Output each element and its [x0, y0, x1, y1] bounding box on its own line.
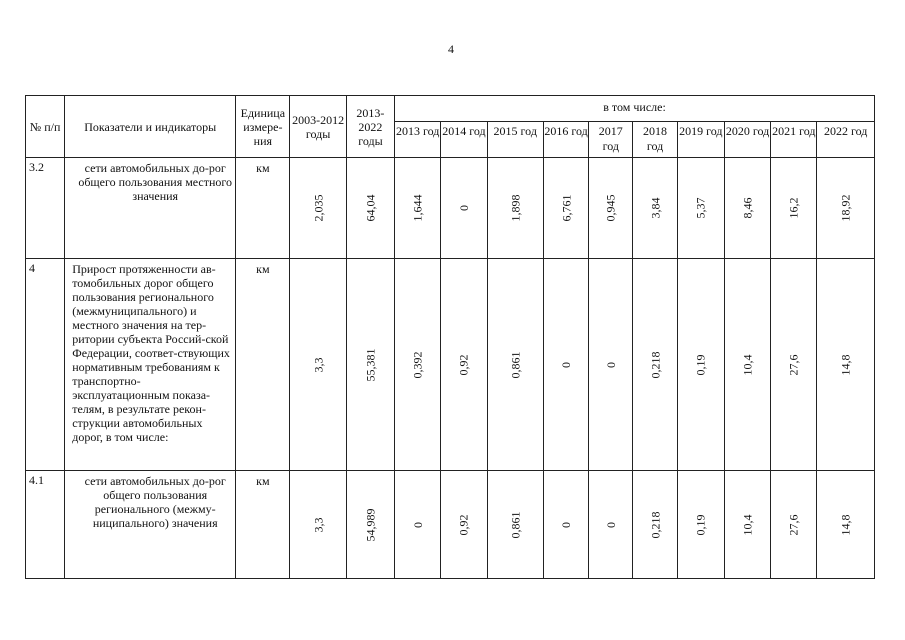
table-row	[26, 259, 875, 471]
header-period-2013-2022: 2013-2022 годы	[346, 96, 394, 158]
header-year: 2015 год	[487, 122, 543, 158]
header-year: 2016 год	[543, 122, 588, 158]
value-year: 0,19	[693, 514, 708, 535]
value-year: 5,37	[693, 197, 708, 219]
value-year: 0,19	[693, 354, 708, 375]
header-unit: Единица измере-ния	[236, 96, 290, 158]
value-year: 0	[559, 521, 574, 528]
value-year: 0	[410, 521, 425, 528]
header-including: в том числе:	[395, 96, 875, 122]
value-year: 0,392	[410, 351, 425, 378]
value-year: 6,761	[559, 194, 574, 222]
header-year: 2017 год	[589, 122, 633, 158]
value-2003-2012: 3,3	[311, 357, 326, 372]
value-year: 0,92	[456, 354, 471, 375]
table-row	[26, 471, 875, 579]
value-year: 0,218	[648, 511, 663, 538]
value-2013-2022: 64,04	[363, 194, 378, 222]
page-number: 4	[448, 42, 454, 56]
value-2013-2022: 55,381	[363, 348, 378, 381]
value-year: 10,4	[740, 514, 755, 535]
row-number: 3.2	[26, 158, 65, 259]
value-2013-2022: 54,989	[363, 508, 378, 541]
indicators-table	[25, 95, 875, 579]
header-year: 2020 год	[724, 122, 770, 158]
header-year: 2013 год	[395, 122, 441, 158]
value-year: 1,644	[410, 194, 425, 222]
header-num: № п/п	[26, 96, 65, 158]
value-year: 0	[559, 361, 574, 368]
row-unit: км	[236, 259, 290, 471]
value-year: 27,6	[786, 514, 801, 535]
row-indicator: сети автомобильных до-рог общего пользования местного значения	[65, 158, 236, 259]
header-year: 2019 год	[677, 122, 724, 158]
value-year: 1,898	[508, 194, 523, 222]
value-year: 0,92	[456, 514, 471, 535]
value-year: 0,861	[508, 351, 523, 378]
value-year: 0	[603, 361, 618, 368]
value-year: 14,8	[838, 354, 853, 375]
row-indicator: сети автомобильных до-рог общего пользования регионального (межму-ниципального) значения	[65, 471, 236, 579]
value-2003-2012: 2,035	[311, 194, 326, 222]
value-year: 16,2	[786, 197, 801, 219]
value-year: 0,218	[648, 351, 663, 378]
value-year: 8,46	[740, 197, 755, 219]
header-year: 2014 год	[441, 122, 487, 158]
row-unit: км	[236, 158, 290, 259]
header-indicator: Показатели и индикаторы	[65, 96, 236, 158]
value-2003-2012: 3,3	[311, 517, 326, 532]
table-row	[26, 158, 875, 259]
value-year: 3,84	[648, 197, 663, 219]
header-year: 2018 год	[633, 122, 677, 158]
value-year: 0	[603, 521, 618, 528]
header-year: 2022 год	[817, 122, 875, 158]
row-number: 4.1	[26, 471, 65, 579]
row-indicator: Прирост протяженности ав-томобильных дорог общего пользования регионального (межмуниципального) и местного значения на тер-ритории субъекта Россий-ской Федерации, соответ-ствующих нормативным требованиям к транспортно-эксплуатационным показа-телям, в результате рекон-струкции автомобильных дорог, в том числе:	[65, 259, 236, 471]
value-year: 0	[456, 205, 471, 211]
header-year: 2021 год	[771, 122, 817, 158]
row-number: 4	[26, 259, 65, 471]
value-year: 27,6	[786, 354, 801, 375]
header-period-2003-2012: 2003-2012 годы	[290, 96, 346, 158]
value-year: 0,861	[508, 511, 523, 538]
value-year: 0,945	[603, 194, 618, 222]
value-year: 18,92	[838, 194, 853, 222]
value-year: 14,8	[838, 514, 853, 535]
row-unit: км	[236, 471, 290, 579]
value-year: 10,4	[740, 354, 755, 375]
